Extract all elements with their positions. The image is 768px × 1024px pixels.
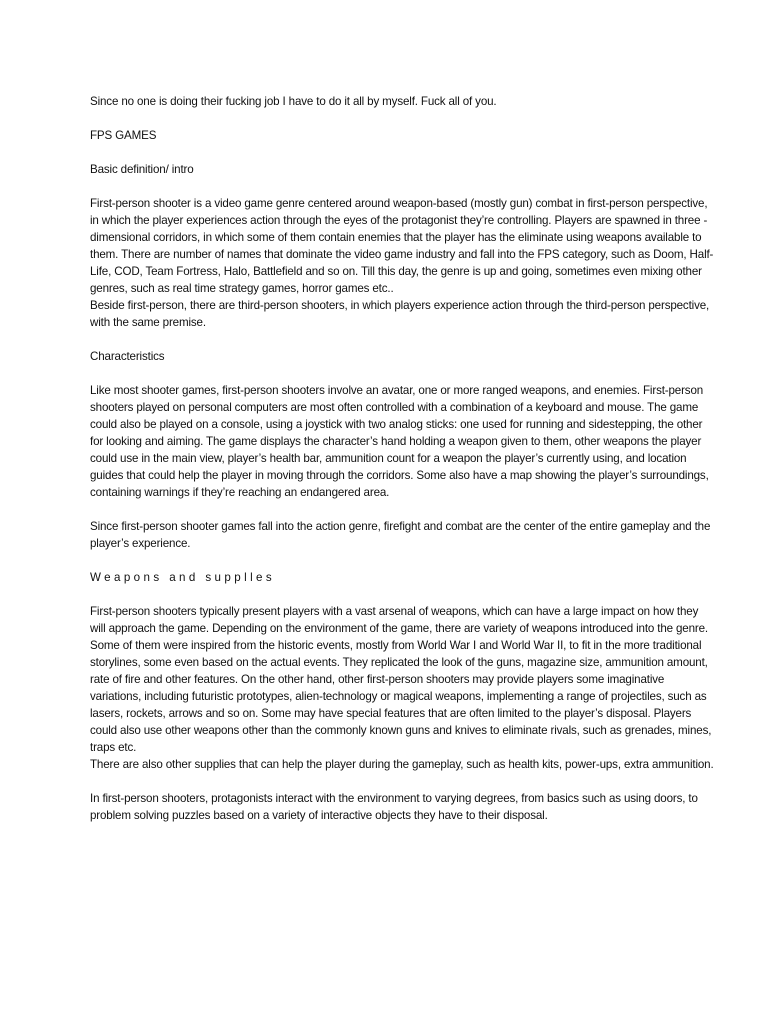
characteristics-paragraph-1: Like most shooter games, first-person shooters involve an avatar, one or more ranged weapons, and enemies. First-person shooters played on personal computers are most often controlled with a combination of a keyboard and mouse. The game could also be played on a console, using a joystick with two analog sticks: one used for running and sidestepping, the other for looking and aiming. The game displays the character’s hand holding a weapon given to them, other weapons the player could use in the main view, player’s health bar, ammunition count for a weapon the player’s currently using, and location guides that could help the player in moving through the corridors. Some also have a map showing the player’s surroundings, containing warnings if they’re reaching an endangered area. [90,384,709,499]
heading-fps-games: FPS GAMES [90,129,157,142]
heading-weapons-and-supplies: Weapons and supplles [90,571,276,584]
characteristics-paragraph-2: Since first-person shooter games fall into the action genre, firefight and combat are the center of the entire gameplay and the player’s experience. [90,520,711,550]
intro-paragraph-1: First-person shooter is a video game genre centered around weapon-based (mostly gun) combat in first-person perspective, in which the player experiences action through the eyes of the protagonist they’re controlling. Players are spawned in three -dimensional corridors, in which some of them contain enemies that the player has the eliminate using weapons available to them. There are number of names that dominate the video game industry and fall into the FPS category, such as Doom, Half-Life, COD, Team Fortress, Halo, Battlefield and so on. Till this day, the genre is up and going, sometimes even mixing other genres, such as real time strategy games, horror games etc.. [90,197,714,295]
heading-basic-definition: Basic definition/ intro [90,163,194,176]
opening-line: Since no one is doing their fucking job I have to do it all by myself. Fuck all of you. [90,95,497,108]
document-body [90,93,716,841]
intro-paragraph-2: Beside first-person, there are third-person shooters, in which players experience action through the third-person perspective, with the same premise. [90,299,710,329]
heading-characteristics: Characteristics [90,350,165,363]
weapons-paragraph-2: There are also other supplies that can help the player during the gameplay, such as health kits, power-ups, extra ammunition. [90,758,714,771]
interaction-paragraph: In first-person shooters, protagonists interact with the environment to varying degrees, from basics such as using doors, to problem solving puzzles based on a variety of interactive objects they have to their disposal. [90,792,698,822]
weapons-paragraph-1: First-person shooters typically present players with a vast arsenal of weapons, which can have a large impact on how they will approach the game. Depending on the environment of the game, there are variety of weapons introduced into the genre. Some of them were inspired from the historic events, mostly from World War I and World War II, to fit in the more traditional storylines, some even based on the actual events. They replicated the look of the guns, magazine size, ammunition amount, rate of fire and other features. On the other hand, other first-person shooters may provide players some imaginative variations, including futuristic prototypes, alien-technology or magical weapons, implementing a range of projectiles, such as lasers, rockets, arrows and so on. Some may have special features that are often limited to the player’s disposal. Players could also use other weapons other than the commonly known guns and knives to eliminate rivals, such as grenades, mines, traps etc. [90,605,712,754]
